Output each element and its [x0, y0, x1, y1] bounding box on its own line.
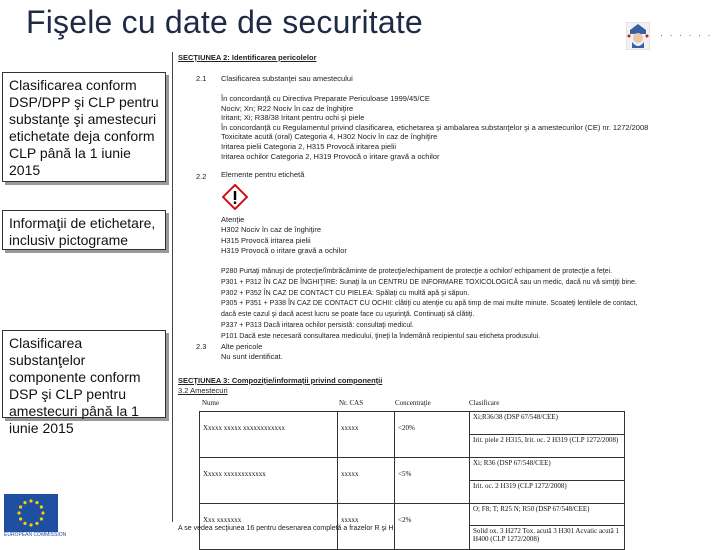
table-row: [200, 458, 625, 481]
label-lines: [221, 215, 347, 257]
callout-text: Clasificarea substanţelor componente conform DSP şi CLP pentru amestecuri până la 1 iunie 2015: [9, 335, 141, 436]
ghs-exclamation-icon: [222, 184, 248, 210]
cell-dsp-classification: O; F8; T; R25 N; R50 (DSP 67/548/CEE): [470, 504, 625, 526]
eu-label: EUROPEAN COMMISSION: [4, 532, 67, 538]
hazard-statement: H315 Provocă iritarea pielii: [221, 235, 311, 245]
signal-word: Atenţie: [221, 215, 245, 224]
cell-cas: xxxxx: [338, 458, 395, 504]
section3-header: SECŢIUNEA 3: Compoziţie/informaţii privind componenţii: [178, 376, 383, 385]
section3-footnote: A se vedea secţiunea 16 pentru desenarea completă a frazelor R şi H.: [178, 525, 396, 532]
section-2-1-title: Clasificarea substanţei sau amestecului: [221, 74, 353, 83]
callout-label-info: [2, 210, 166, 250]
components-table: [199, 398, 620, 408]
classification-line: Iritarea ochilor Categoria 2, H319 Provocă o iritare gravă a ochilor: [221, 151, 440, 161]
cell-concentration: <20%: [395, 412, 470, 458]
cell-clp-classification: Irit. piele 2 H315, Irit. oc. 2 H319 (CLP 1272/2008): [470, 435, 625, 458]
classification-line: În concordanţă cu Regulamentul privind clasificarea, etichetarea şi ambalarea substanţelor şi a amestecurilor (CE) nr. 1272/2008: [221, 122, 649, 132]
hazard-statement: H302 Nociv în caz de înghiţire: [221, 225, 322, 235]
cell-dsp-classification: Xi;R36/38 (DSP 67/548/CEE): [470, 412, 625, 435]
mascot-logo: [626, 22, 650, 50]
column-header-cas: Nr. CAS: [339, 399, 364, 407]
section-2-2-title: Elemente pentru etichetă: [221, 170, 305, 179]
column-header-concentration: Concentraţie: [395, 399, 431, 407]
section-2-3-value: Nu sunt identificat.: [221, 352, 283, 361]
hazard-statement: H319 Provocă o iritare gravă a ochilor: [221, 246, 347, 256]
callout-clp-classification: [2, 72, 166, 182]
precaution-statement: P302 + P352 ÎN CAZ DE CONTACT CU PIELEA: Spălaţi cu multă apă şi săpun.: [221, 289, 470, 297]
cell-cas: xxxxx: [338, 504, 395, 550]
page-title: Fişele cu date de securitate: [26, 4, 423, 40]
section-2-2-number: 2.2: [196, 172, 207, 181]
precaution-statement: P305 + P351 + P338 ÎN CAZ DE CONTACT CU OCHII: clătiţi cu atenţie cu apă timp de mai multe minute. Scoateţi lentilele de contact,: [221, 300, 638, 308]
precaution-statement: P301 + P312 ÎN CAZ DE ÎNGHIŢIRE: Sunaţi la un CENTRU DE INFORMARE TOXICOLOGICĂ sau un medic, dacă nu vă simţiţi bine.: [221, 278, 637, 286]
cell-name: Xxxxx xxxxxxxxxxxx: [200, 458, 338, 504]
eu-flag-logo: [4, 494, 58, 532]
precaution-lines: [221, 267, 637, 343]
cell-clp-classification: Solid ox. 3 H272 Tox. acută 3 H301 Acvatic acută 1 H400 (CLP 1272/2008): [470, 525, 625, 549]
callout-components-classification: [2, 330, 166, 436]
cell-dsp-classification: Xi; R36 (DSP 67/548/CEE): [470, 458, 625, 481]
classification-line: În concordanţă cu Directiva Preparate Periculoase 1999/45/CE: [221, 94, 430, 103]
divider-line: [172, 52, 173, 522]
section-2-1-number: 2.1: [196, 74, 207, 83]
cell-cas: xxxxx: [338, 412, 395, 458]
classification-line: Nociv; Xn; R22 Nociv în caz de înghiţire: [221, 103, 354, 113]
column-header-name: Nume: [202, 399, 220, 407]
table-header-row: [199, 398, 620, 408]
classification-lines: [221, 94, 648, 161]
cell-name: Xxxxx xxxxx xxxxxxxxxxxx: [200, 412, 338, 458]
table-row: [200, 412, 625, 435]
cell-concentration: <2%: [395, 504, 470, 550]
table-row: [200, 504, 625, 526]
section3-subheader: 3.2 Amestecuri: [178, 386, 228, 395]
cell-name: Xxx xxxxxxx: [200, 504, 338, 550]
section-2-3-title: Alte pericole: [221, 342, 263, 351]
precaution-statement: dacă este cazul şi dacă acest lucru se poate face cu uşurinţă. Continuaţi să clătiţi.: [221, 311, 475, 319]
classification-line: Iritant; Xi; R38/38 Iritant pentru ochi şi piele: [221, 113, 365, 123]
precaution-statement: P101 Dacă este necesară consultarea medicului, ţineţi la îndemână recipientul sau eticheta produsului.: [221, 332, 541, 340]
classification-line: Toxicitate acută (oral) Categoria 4, H302 Nociv în caz de înghiţire: [221, 132, 438, 142]
callout-text: Clasificarea conform DSP/DPP şi CLP pentru substanţe şi amestecuri etichetate deja conform CLP până la 1 iunie 2015: [9, 77, 159, 178]
precaution-statement: P337 + P313 Dacă iritarea ochilor persistă: consultaţi medicul.: [221, 321, 414, 329]
header-dots: · · · · · ·: [660, 30, 713, 40]
column-header-classification: Clasificare: [469, 399, 500, 407]
precaution-statement: P280 Purtaţi mănuşi de protecţie/îmbrăcăminte de protecţie/echipament de protecţie a ochilor/ echipament de protecţie a feţei.: [221, 268, 613, 275]
cell-clp-classification: Irit. oc. 2 H319 (CLP 1272/2008): [470, 481, 625, 504]
section-2-3-number: 2.3: [196, 342, 207, 351]
cell-concentration: <5%: [395, 458, 470, 504]
section2-header: SECŢIUNEA 2: Identificarea pericolelor: [178, 53, 317, 62]
classification-line: Iritarea pielii Categoria 2, H315 Provocă iritarea pielii: [221, 141, 397, 151]
callout-text: Informaţii de etichetare, inclusiv pictograme: [9, 215, 156, 248]
